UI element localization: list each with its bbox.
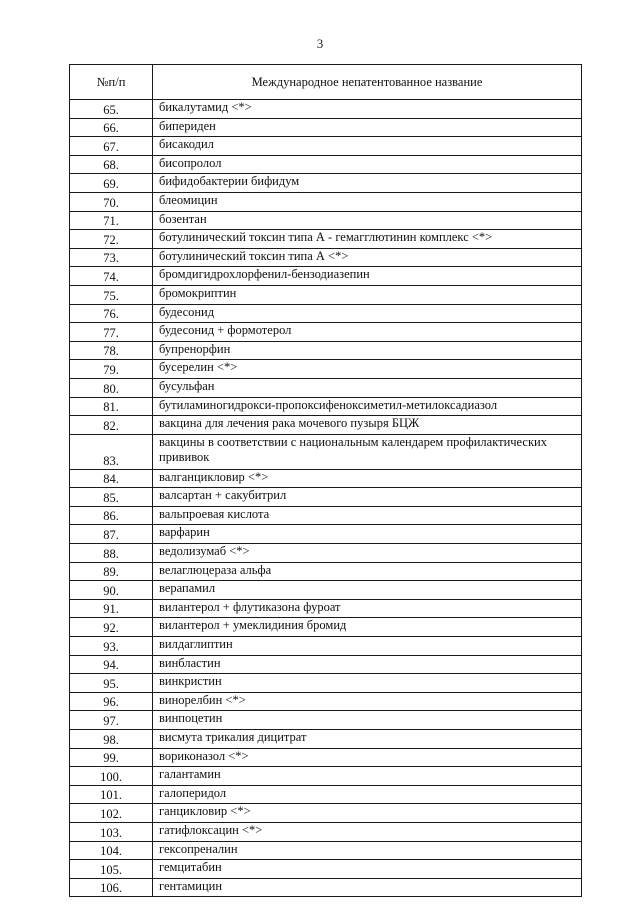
drug-name: вориконазол <*>: [153, 748, 582, 767]
drug-name: бисопролол: [153, 155, 582, 174]
drug-name: винбластин: [153, 655, 582, 674]
table-row: [70, 878, 582, 897]
drug-name: винкристин: [153, 674, 582, 693]
drug-name: бифидобактерии бифидум: [153, 174, 582, 193]
table-row: [70, 785, 582, 804]
row-number: 66.: [70, 118, 153, 137]
row-number: 95.: [70, 674, 153, 693]
row-number: 83.: [70, 434, 153, 469]
row-number: 87.: [70, 525, 153, 544]
table-row: [70, 599, 582, 618]
table-row: [70, 248, 582, 267]
table-row: [70, 304, 582, 323]
page-number: 3: [316, 36, 324, 51]
table-row: [70, 841, 582, 860]
drug-name: бусульфан: [153, 378, 582, 397]
drug-name: валганцикловир <*>: [153, 469, 582, 488]
drug-name: вилантерол + флутиказона фуроат: [153, 599, 582, 618]
drug-name: винорелбин <*>: [153, 692, 582, 711]
row-number: 80.: [70, 378, 153, 397]
table-row: [70, 730, 582, 749]
row-number: 68.: [70, 155, 153, 174]
drug-name: будесонид + формотерол: [153, 323, 582, 342]
table-row: [70, 100, 582, 119]
row-number: 75.: [70, 285, 153, 304]
row-number: 94.: [70, 655, 153, 674]
table-row: [70, 137, 582, 156]
row-number: 91.: [70, 599, 153, 618]
drug-name: вакцина для лечения рака мочевого пузыря БЦЖ: [153, 416, 582, 435]
table-row: [70, 525, 582, 544]
drug-name: винпоцетин: [153, 711, 582, 730]
drug-name: гатифлоксацин <*>: [153, 822, 582, 841]
drug-name: вакцины в соответствии с национальным календарем профилактических прививок: [153, 434, 582, 469]
table-row: [70, 155, 582, 174]
table-row: [70, 692, 582, 711]
table-row: [70, 267, 582, 286]
row-number: 93.: [70, 637, 153, 656]
row-number: 70.: [70, 192, 153, 211]
header-name: Международное непатентованное название: [153, 65, 582, 100]
row-number: 72.: [70, 230, 153, 249]
row-number: 89.: [70, 562, 153, 581]
table-row: [70, 581, 582, 600]
drug-name: висмута трикалия дицитрат: [153, 730, 582, 749]
row-number: 101.: [70, 785, 153, 804]
table-row: [70, 618, 582, 637]
row-number: 67.: [70, 137, 153, 156]
row-number: 103.: [70, 822, 153, 841]
drug-name: бисакодил: [153, 137, 582, 156]
row-number: 82.: [70, 416, 153, 435]
drug-name: вилантерол + умеклидиния бромид: [153, 618, 582, 637]
row-number: 100.: [70, 767, 153, 786]
table-body: [70, 100, 582, 897]
drug-name: бипериден: [153, 118, 582, 137]
drug-name: галантамин: [153, 767, 582, 786]
drug-table: [69, 64, 582, 897]
row-number: 65.: [70, 100, 153, 119]
drug-name: бупренорфин: [153, 341, 582, 360]
row-number: 79.: [70, 360, 153, 379]
table-header-row: [70, 65, 582, 100]
table-row: [70, 506, 582, 525]
drug-name: гемцитабин: [153, 860, 582, 879]
row-number: 86.: [70, 506, 153, 525]
row-number: 98.: [70, 730, 153, 749]
table-row: [70, 767, 582, 786]
drug-name: блеомицин: [153, 192, 582, 211]
drug-name: варфарин: [153, 525, 582, 544]
row-number: 102.: [70, 804, 153, 823]
row-number: 71.: [70, 211, 153, 230]
table-row: [70, 378, 582, 397]
row-number: 104.: [70, 841, 153, 860]
row-number: 78.: [70, 341, 153, 360]
table-row: [70, 655, 582, 674]
table-row: [70, 804, 582, 823]
row-number: 96.: [70, 692, 153, 711]
drug-name: бромдигидрохлорфенил-бензодиазепин: [153, 267, 582, 286]
table-row: [70, 469, 582, 488]
row-number: 85.: [70, 488, 153, 507]
drug-name: вальпроевая кислота: [153, 506, 582, 525]
table-row: [70, 544, 582, 563]
drug-name: ботулинический токсин типа А <*>: [153, 248, 582, 267]
table-row: [70, 341, 582, 360]
drug-name: бутиламиногидрокси-пропоксифеноксиметил-метилоксадиазол: [153, 397, 582, 416]
table-row: [70, 488, 582, 507]
drug-name: верапамил: [153, 581, 582, 600]
row-number: 105.: [70, 860, 153, 879]
drug-name: ботулинический токсин типа А - гемагглютинин комплекс <*>: [153, 230, 582, 249]
table-row: [70, 192, 582, 211]
drug-name: ведолизумаб <*>: [153, 544, 582, 563]
table-row: [70, 360, 582, 379]
table-row: [70, 323, 582, 342]
row-number: 81.: [70, 397, 153, 416]
drug-name: бикалутамид <*>: [153, 100, 582, 119]
table-row: [70, 211, 582, 230]
table-row: [70, 230, 582, 249]
drug-name: будесонид: [153, 304, 582, 323]
row-number: 88.: [70, 544, 153, 563]
row-number: 99.: [70, 748, 153, 767]
drug-name: бромокриптин: [153, 285, 582, 304]
table-row: [70, 562, 582, 581]
drug-name: галоперидол: [153, 785, 582, 804]
table-row: [70, 174, 582, 193]
drug-name: ганцикловир <*>: [153, 804, 582, 823]
table-row: [70, 822, 582, 841]
row-number: 69.: [70, 174, 153, 193]
row-number: 97.: [70, 711, 153, 730]
table-row: [70, 748, 582, 767]
header-number: №п/п: [70, 65, 153, 100]
table-row: [70, 637, 582, 656]
table-row: [70, 397, 582, 416]
row-number: 92.: [70, 618, 153, 637]
drug-name: валсартан + сакубитрил: [153, 488, 582, 507]
drug-name: вилдаглиптин: [153, 637, 582, 656]
table-row: [70, 674, 582, 693]
table-row: [70, 285, 582, 304]
table-row: [70, 118, 582, 137]
drug-name: бусерелин <*>: [153, 360, 582, 379]
drug-name: гентамицин: [153, 878, 582, 897]
drug-name: гексопреналин: [153, 841, 582, 860]
table-row: [70, 860, 582, 879]
row-number: 74.: [70, 267, 153, 286]
row-number: 106.: [70, 878, 153, 897]
row-number: 77.: [70, 323, 153, 342]
row-number: 90.: [70, 581, 153, 600]
row-number: 73.: [70, 248, 153, 267]
table-row: [70, 711, 582, 730]
row-number: 76.: [70, 304, 153, 323]
table-row: [70, 416, 582, 435]
drug-name: велаглюцераза альфа: [153, 562, 582, 581]
row-number: 84.: [70, 469, 153, 488]
table-row: [70, 434, 582, 469]
drug-name: бозентан: [153, 211, 582, 230]
